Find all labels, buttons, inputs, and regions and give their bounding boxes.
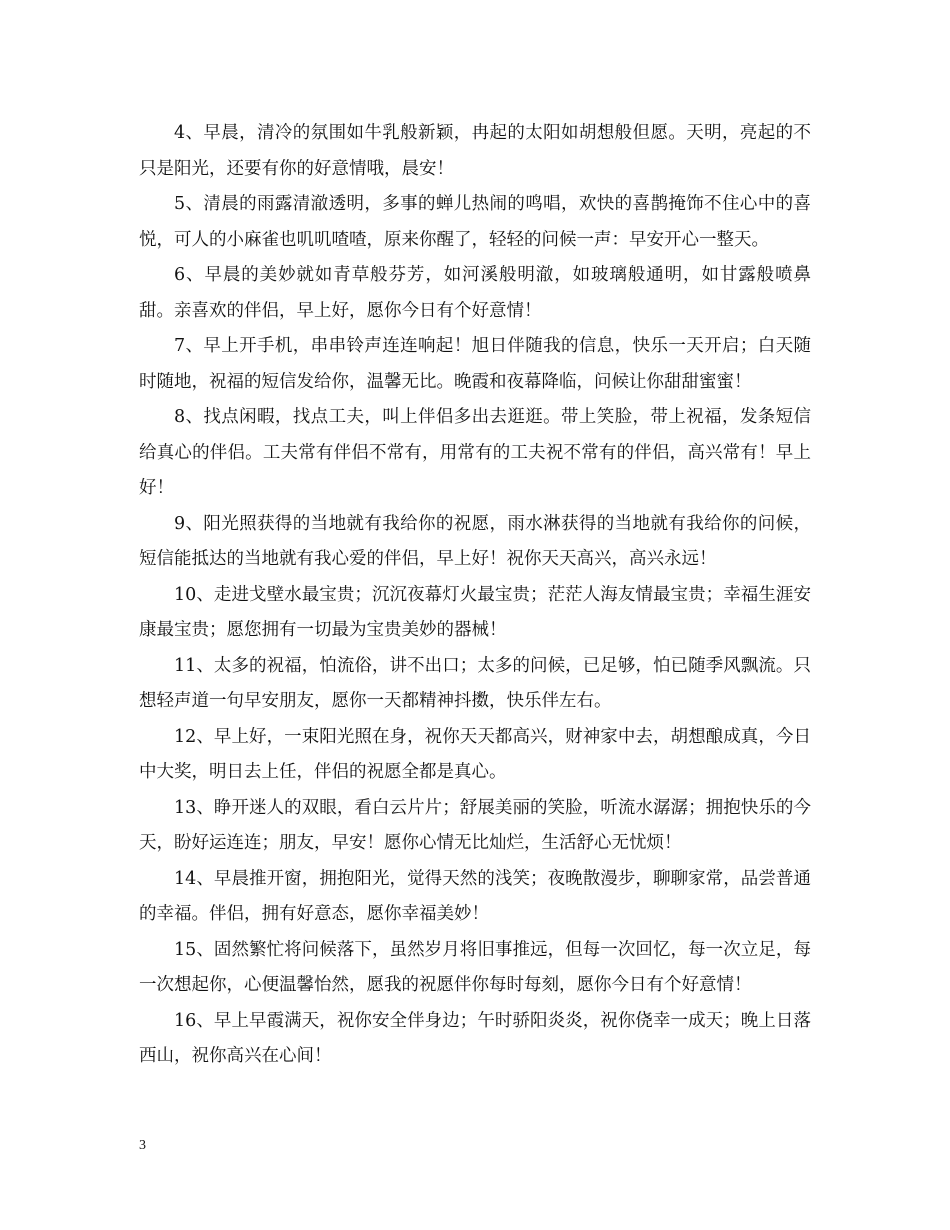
paragraph-12: 12、早上好，一束阳光照在身，祝你天天都高兴，财神家中去，胡想酿成真，今日中大奖，明日去上任，伴侣的祝愿全都是真心。 bbox=[139, 726, 811, 782]
page-number: 3 bbox=[139, 1138, 146, 1153]
paragraph-4: 4、早晨，清冷的氛围如牛乳般新颖，冉起的太阳如胡想般但愿。天明，亮起的不只是阳光，还要有你的好意情哦，晨安！ bbox=[139, 123, 811, 179]
paragraph-10: 10、走进戈壁水最宝贵；沉沉夜幕灯火最宝贵；茫茫人海友情最宝贵；幸福生涯安康最宝贵；愿您拥有一切最为宝贵美妙的器械！ bbox=[139, 584, 811, 640]
paragraph-14: 14、早晨推开窗，拥抱阳光，觉得天然的浅笑；夜晚散漫步，聊聊家常，品尝普通的幸福。伴侣，拥有好意态，愿你幸福美妙！ bbox=[139, 868, 811, 924]
paragraph-7: 7、早上开手机，串串铃声连连响起！旭日伴随我的信息，快乐一天开启；白天随时随地，祝福的短信发给你，温馨无比。晚霞和夜幕降临，问候让你甜甜蜜蜜！ bbox=[139, 336, 811, 392]
paragraph-15: 15、固然繁忙将问候落下，虽然岁月将旧事推远，但每一次回忆，每一次立足，每一次想起你，心便温馨怡然，愿我的祝愿伴你每时每刻，愿你今日有个好意情！ bbox=[139, 939, 811, 995]
paragraph-9: 9、阳光照获得的当地就有我给你的祝愿，雨水淋获得的当地就有我给你的问候，短信能抵达的当地就有我心爱的伴侣，早上好！祝你天天高兴，高兴永远！ bbox=[139, 513, 811, 569]
paragraph-6: 6、早晨的美妙就如青草般芬芳，如河溪般明澈，如玻璃般通明，如甘露般喷鼻甜。亲喜欢的伴侣，早上好，愿你今日有个好意情！ bbox=[139, 265, 811, 321]
document-body bbox=[139, 116, 811, 1075]
paragraph-11: 11、太多的祝福，怕流俗，讲不出口；太多的问候，已足够，怕已随季风飘流。只想轻声道一句早安朋友，愿你一天都精神抖擞，快乐伴左右。 bbox=[139, 655, 811, 711]
paragraph-16: 16、早上早霞满天，祝你安全伴身边；午时骄阳炎炎，祝你侥幸一成天；晚上日落西山，祝你高兴在心间！ bbox=[139, 1010, 811, 1066]
paragraph-5: 5、清晨的雨露清澈透明，多事的蝉儿热闹的鸣唱，欢快的喜鹊掩饰不住心中的喜悦，可人的小麻雀也叽叽喳喳，原来你醒了，轻轻的问候一声：早安开心一整天。 bbox=[139, 194, 811, 250]
paragraph-13: 13、睁开迷人的双眼，看白云片片；舒展美丽的笑脸，听流水潺潺；拥抱快乐的今天，盼好运连连；朋友，早安！愿你心情无比灿烂，生活舒心无忧烦！ bbox=[139, 797, 811, 853]
paragraph-8: 8、找点闲暇，找点工夫，叫上伴侣多出去逛逛。带上笑脸，带上祝福，发条短信给真心的伴侣。工夫常有伴侣不常有，用常有的工夫祝不常有的伴侣，高兴常有！早上好！ bbox=[139, 407, 811, 498]
